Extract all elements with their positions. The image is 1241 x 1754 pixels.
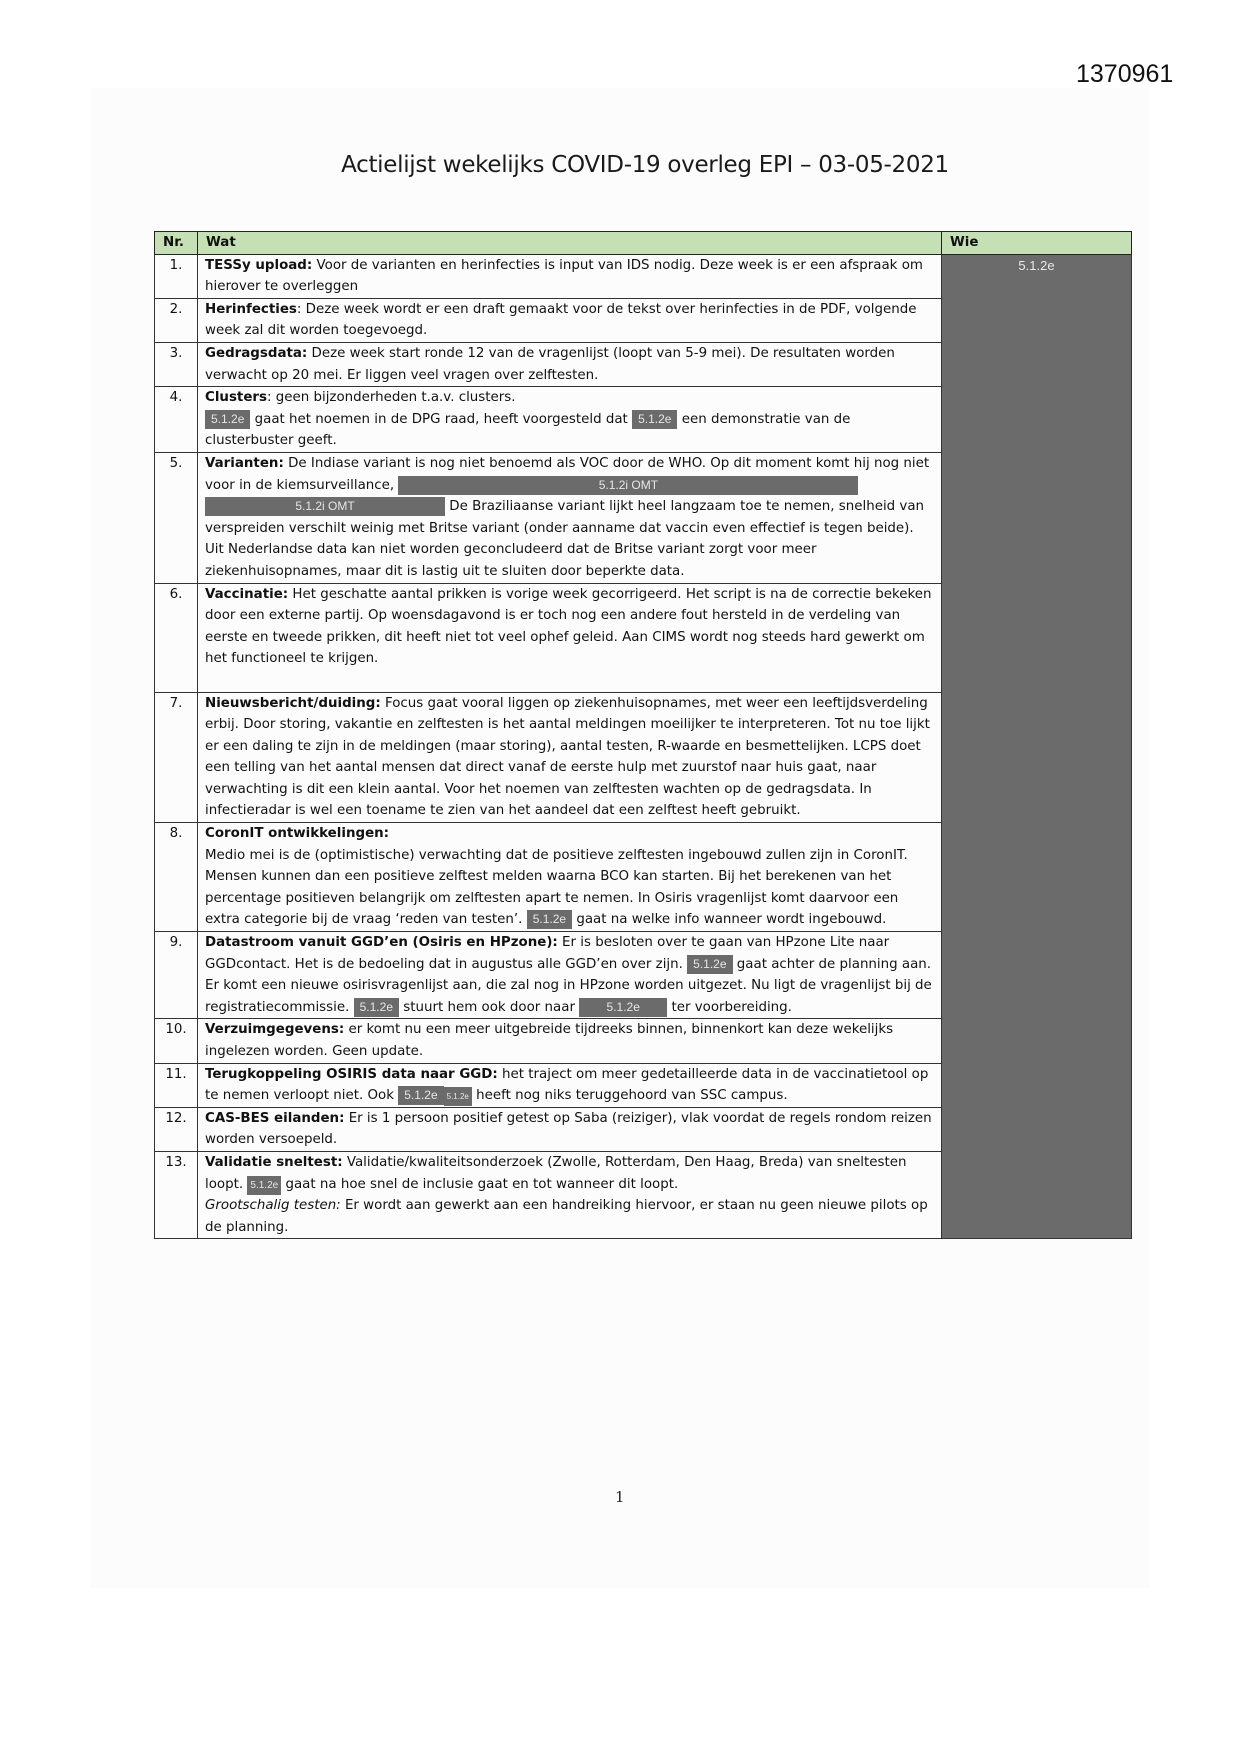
- row-topic: Herinfecties: [205, 301, 297, 317]
- header-wat: Wat: [198, 232, 942, 255]
- row-number: 9.: [155, 932, 198, 1019]
- row-content: [198, 1107, 942, 1151]
- row-number: 6.: [155, 583, 198, 692]
- row-number: 4.: [155, 387, 198, 453]
- row-content: [198, 452, 942, 583]
- redaction-block: 5.1.2e: [632, 410, 677, 429]
- redaction-block: 5.1.2e: [247, 1176, 281, 1195]
- row-text: gaat achter de planning aan.: [736, 956, 932, 972]
- row-topic: CoronIT ontwikkelingen:: [205, 826, 390, 842]
- row-topic: Terugkoppeling OSIRIS data naar GGD:: [205, 1066, 498, 1082]
- row-text: Voor de varianten en herinfecties is input van IDS nodig. Deze week is er een afspraak om hierover te overleggen: [205, 257, 923, 295]
- row-text: De Indiase variant is nog niet benoemd als VOC door de WHO. Op dit moment komt hij nog niet voor in de kiemsurveillance,: [205, 455, 930, 493]
- row-topic: Vaccinatie:: [205, 586, 289, 602]
- row-content: [198, 823, 942, 932]
- redaction-block: 5.1.2e: [687, 955, 732, 974]
- row-text: er komt nu een meer uitgebreide tijdreeks binnen, binnenkort kan deze wekelijks ingelezen worden. Geen update.: [205, 1022, 894, 1059]
- redaction-block: 5.1.2e: [354, 998, 399, 1017]
- row-number: 10.: [155, 1019, 198, 1063]
- row-number: 12.: [155, 1107, 198, 1151]
- document-id: 1370961: [1076, 60, 1174, 88]
- redaction-block: 5.1.2i OMT: [398, 476, 858, 495]
- row-number: 11.: [155, 1063, 198, 1107]
- action-list-table: [154, 231, 1132, 1239]
- redaction-label: 5.1.2e: [1018, 257, 1055, 273]
- row-topic: TESSy upload:: [205, 257, 313, 273]
- row-topic: Nieuwsbericht/duiding:: [205, 695, 381, 711]
- row-topic: Gedragsdata:: [205, 345, 308, 361]
- page-number: 1: [615, 1488, 625, 1506]
- row-text: Medio mei is de (optimistische) verwachting dat de positieve zelftesten ingebouwd zullen zijn in CoronIT. Mensen kunnen dan een positieve zelftest melden waarna BCO kan starten. Bij het berekenen van het percentage positieven belangrijk om zelftesten apart te nemen. In Osiris vragenlijst komt daarvoor een extra categorie bij de vraag ‘reden van testen’.: [205, 847, 908, 928]
- row-topic: Clusters: [205, 390, 267, 406]
- table-header-row: [155, 232, 1132, 255]
- row-topic: Verzuimgegevens:: [205, 1022, 345, 1038]
- row-text: een demonstratie van de clusterbuster geeft.: [205, 411, 851, 449]
- row-content: [198, 583, 942, 692]
- redaction-block: 5.1.2e: [444, 1087, 472, 1106]
- row-text: stuurt hem ook door naar: [403, 999, 575, 1015]
- row-content: [198, 1063, 942, 1107]
- row-topic: CAS-BES eilanden:: [205, 1110, 345, 1126]
- row-content: [198, 298, 942, 342]
- redaction-block: 5.1.2e: [527, 910, 572, 929]
- row-content: [198, 1019, 942, 1063]
- row-number: 8.: [155, 823, 198, 932]
- redaction-block: 5.1.2e: [398, 1086, 443, 1105]
- row-text: De Braziliaanse variant lijkt heel langzaam toe te nemen, snelheid van verspreiden verschilt weinig met Britse variant (onder aanname dat vaccin even effectief is tegen beide). Uit Nederlandse data kan niet worden geconcludeerd dat de Britse variant zorgt voor meer ziekenhuisopnames, maar dit is lastig uit te sluiten door beperkte data.: [205, 499, 925, 579]
- row-content: [198, 387, 942, 453]
- row-text: : geen bijzonderheden t.a.v. clusters.: [266, 390, 516, 406]
- row-text: Deze week start ronde 12 van de vragenlijst (loopt van 5-9 mei). De resultaten worden verwacht op 20 mei. Er liggen veel vragen over zelftesten.: [205, 345, 895, 383]
- row-text: Focus gaat vooral liggen op ziekenhuisopnames, met weer een leeftijdsverdeling erbij. Door storing, vakantie en zelftesten is het aantal meldingen moeilijker te interpreteren. Tot nu toe lijkt er een daling te zijn in de meldingen (maar storing), aantal testen, R-waarde en besmettelijken. LCPS doet een telling van het aantal mensen dat direct vanaf de eerste hulp met zuurstof naar huis gaat, naar verwachting is dit een klein aantal. Voor het noemen van zelftesten wachten op de gedragsdata. In infectieradar is wel een toename te zien van het aandeel dat een zelftest heeft gebruikt.: [205, 695, 930, 819]
- header-nr: Nr.: [155, 232, 198, 255]
- row-number: 13.: [155, 1151, 198, 1238]
- row-text: gaat het noemen in de DPG raad, heeft voorgesteld dat: [254, 411, 628, 427]
- row-content: [198, 342, 942, 386]
- row-text: ter voorbereiding.: [667, 999, 792, 1015]
- row-number: 7.: [155, 692, 198, 823]
- page-title: Actielijst wekelijks COVID-19 overleg EPI – 03-05-2021: [341, 152, 949, 178]
- row-number: 2.: [155, 298, 198, 342]
- row-text: : Deze week wordt er een draft gemaakt voor de tekst over herinfecties in de PDF, volgende week zal dit worden toegevoegd.: [205, 301, 917, 339]
- table-row: [155, 254, 1132, 298]
- row-topic: Validatie sneltest:: [205, 1154, 343, 1170]
- row-topic: Datastroom vanuit GGD’en (Osiris en HPzone):: [205, 935, 558, 951]
- row-text: Er is besloten over te gaan van HPzone Lite naar GGDcontact. Het is de bedoeling dat in augustus alle GGD’en over zijn.: [205, 935, 890, 972]
- header-wie: Wie: [942, 232, 1132, 255]
- redaction-block: 5.1.2e: [579, 998, 667, 1017]
- row-topic: Varianten:: [205, 455, 284, 471]
- row-number: 3.: [155, 342, 198, 386]
- row-text: gaat na hoe snel de inclusie gaat en tot wanneer dit loopt.: [285, 1176, 679, 1192]
- row-text: heeft nog niks teruggehoord van SSC campus.: [476, 1088, 788, 1104]
- row-number: 5.: [155, 452, 198, 583]
- redaction-block: 5.1.2e: [205, 410, 250, 429]
- redaction-block: 5.1.2i OMT: [205, 497, 445, 516]
- row-text: Validatie/kwaliteitsonderzoek (Zwolle, Rotterdam, Den Haag, Breda) van sneltesten loopt.: [205, 1154, 907, 1192]
- row-text: Er is 1 persoon positief getest op Saba (reiziger), vlak voordat de regels rondom reizen worden versoepeld.: [205, 1110, 932, 1148]
- row-subtopic: Grootschalig testen:: [205, 1198, 341, 1214]
- row-text: Het geschatte aantal prikken is vorige week gecorrigeerd. Het script is na de correctie bekeken door een externe partij. Op woensdagavond is er toch nog een andere fout hersteld in de verdeling van eerste en tweede prikken, dit heeft niet tot veel ophef geleid. Aan CIMS wordt nog steeds hard gewerkt om het functioneel te krijgen.: [205, 586, 932, 667]
- row-content: [198, 692, 942, 823]
- row-number: 1.: [155, 254, 198, 298]
- wie-redacted-cell: [942, 254, 1132, 1239]
- row-content: [198, 1151, 942, 1238]
- row-text: gaat na welke info wanneer wordt ingebouwd.: [576, 912, 887, 928]
- row-text: het traject om meer gedetailleerde data in de vaccinatietool op te nemen verloopt niet. Ook: [205, 1066, 929, 1104]
- row-text: Er komt een nieuwe osirisvragenlijst aan, die zal nog in HPzone worden uitgezet. Nu ligt de vragenlijst bij de registratiecommissie.: [205, 978, 932, 1015]
- row-text: Er wordt aan gewerkt aan een handreiking hiervoor, er staan nu geen nieuwe pilots op de planning.: [205, 1198, 928, 1235]
- row-content: [198, 932, 942, 1019]
- row-content: [198, 254, 942, 298]
